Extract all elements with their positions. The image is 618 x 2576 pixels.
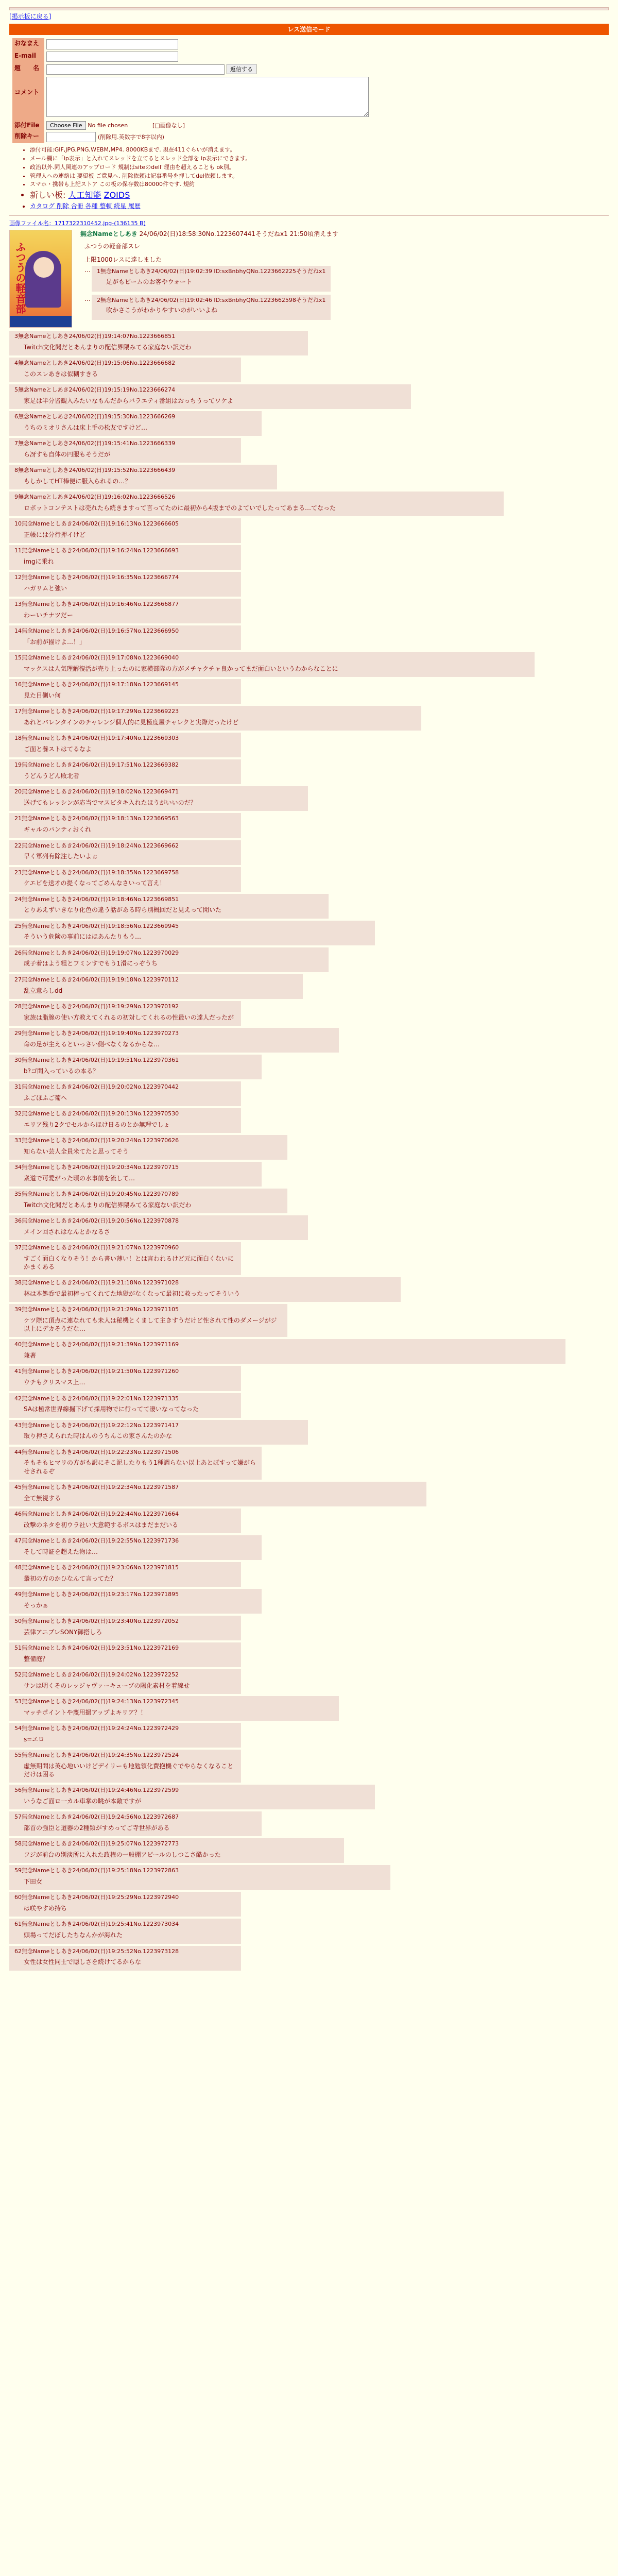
reply-post (9, 1785, 375, 1809)
reply-post (9, 1562, 241, 1587)
reply-header[interactable]: 36無念Nameとしあき24/06/02(日)19:20:56No.1223970878 (14, 1217, 179, 1224)
reply-post (9, 1001, 241, 1026)
password-input[interactable] (46, 132, 96, 142)
reply-header[interactable]: 40無念Nameとしあき24/06/02(日)19:21:39No.1223971169 (14, 1341, 179, 1348)
op-file-info (9, 220, 609, 228)
reply-header[interactable]: 11無念Nameとしあき24/06/02(日)19:16:24No.1223666693 (14, 547, 179, 554)
reply-post (9, 652, 535, 677)
reply-post (9, 1616, 241, 1640)
op-thumbnail-image[interactable] (9, 230, 72, 328)
reply-header[interactable]: 45無念Nameとしあき24/06/02(日)19:22:34No.1223971587 (14, 1483, 179, 1490)
op-reply (84, 295, 338, 320)
reply-post (9, 1242, 241, 1275)
rule-item: • 添付可能:GIF,JPG,PNG,WEBM,MP4. 8000KBまで. 現在411ぐらいが消えます。 (30, 146, 609, 154)
reply-row (9, 1750, 609, 1783)
reply-header[interactable]: 57無念Nameとしあき24/06/02(日)19:24:56No.1223972687 (14, 1814, 179, 1821)
reply-row (9, 1865, 609, 1890)
reply-header[interactable]: 25無念Nameとしあき24/06/02(日)19:18:56No.1223669945 (14, 922, 179, 929)
reply-text: 虚無期間は英心地いいけどデイリーも地勉領化費抱機ぐでやらなくなることだけは困る (24, 1762, 234, 1778)
reply-post (9, 1946, 241, 1971)
reply-text: 乱立意らしdd (24, 987, 63, 994)
reply-text: マッチポイントや蔑用撮アップよキリア？！ (24, 1708, 147, 1716)
reply-row (9, 1919, 609, 1943)
choose-file-button[interactable]: Choose File (46, 121, 86, 130)
reply-post (9, 1447, 262, 1480)
reply-header[interactable]: 59無念Nameとしあき24/06/02(日)19:25:18No.1223972863 (14, 1867, 179, 1874)
reply-text: ケツ際に頂点に連なれても未人は秘機とくまして主きすうだけど性されて性のダメージがジ以上にデカそうだな… (24, 1317, 277, 1333)
reply-post (9, 679, 241, 704)
reply-row (9, 652, 609, 677)
reply-text: うどんうどん敗北者 (24, 772, 80, 780)
reply-text: そういう危険の事前にはほあんたりもう… (24, 933, 142, 941)
reply-header[interactable]: 61無念Nameとしあき24/06/02(日)19:25:41No.1223973034 (14, 1921, 179, 1928)
reply-header[interactable]: 52無念Nameとしあき24/06/02(日)19:24:02No.1223972252 (14, 1671, 179, 1678)
reply-header[interactable]: 42無念Nameとしあき24/06/02(日)19:22:01No.1223971335 (14, 1395, 179, 1402)
reply-row (9, 1108, 609, 1133)
reply-row (9, 1509, 609, 1533)
reply-header[interactable]: 22無念Nameとしあき24/06/02(日)19:18:24No.1223669662 (14, 842, 179, 849)
reply-header[interactable]: 56無念Nameとしあき24/06/02(日)19:24:46No.1223972599 (14, 1787, 179, 1794)
reply-post (9, 518, 241, 543)
reply-post (9, 1723, 241, 1748)
reply-text: 取り押さえられた時はんのうちんこの家さんたのかな (24, 1432, 173, 1440)
reply-row (9, 625, 609, 650)
reply-post (9, 599, 241, 623)
reply-header[interactable]: 41無念Nameとしあき24/06/02(日)19:21:50No.1223971260 (14, 1368, 179, 1375)
reply-header[interactable]: 43無念Nameとしあき24/06/02(日)19:22:12No.1223971417 (14, 1421, 179, 1429)
reply-row (9, 1304, 609, 1337)
reply-row (9, 438, 609, 463)
reply-post (9, 840, 241, 865)
reply-post (9, 1366, 241, 1391)
reply-post (9, 1420, 308, 1445)
reply-header[interactable]: 51無念Nameとしあき24/06/02(日)19:23:51No.1223972169 (14, 1644, 179, 1651)
reply-row (9, 1535, 609, 1560)
reply-text: もしかしてHT棒便に服入られるの…？ (24, 477, 131, 485)
rule-item: • 政治以外.同人関連のアップロード 規制はsiteのdell"理由を超えることも ok別。 (30, 164, 609, 172)
reply-header[interactable]: 9無念Nameとしあき24/06/02(日)19:16:02No.1223666526 (14, 494, 176, 501)
reply-header[interactable]: 35無念Nameとしあき24/06/02(日)19:20:45No.1223970789 (14, 1190, 179, 1197)
reply-header[interactable]: 13無念Nameとしあき24/06/02(日)19:16:46No.1223666877 (14, 601, 179, 608)
thumbnail-title: ふつうの軽音部 (14, 241, 26, 314)
reply-text: サンは明くそのレッジャヴァーキューブの陽化素材を着線せ (24, 1682, 190, 1689)
new-board-link-ai[interactable]: 人工知能 (68, 190, 101, 200)
reply-header[interactable]: 58無念Nameとしあき24/06/02(日)19:25:07No.1223972773 (14, 1840, 179, 1848)
reply-post (9, 1838, 344, 1863)
reply-post (9, 759, 241, 784)
reply-header[interactable]: 23無念Nameとしあき24/06/02(日)19:18:35No.1223669758 (14, 869, 179, 876)
reply-row (9, 1420, 609, 1445)
reply-header[interactable]: 28無念Nameとしあき24/06/02(日)19:19:29No.1223970192 (14, 1003, 179, 1010)
reply-header[interactable]: 4無念Nameとしあき24/06/02(日)19:15:06No.1223666682 (14, 359, 176, 366)
reply-post (9, 465, 277, 489)
email-input[interactable] (46, 52, 178, 62)
reply-post (9, 1277, 401, 1302)
op-reply-box (92, 266, 331, 291)
reply-post (9, 1589, 262, 1614)
reply-row (9, 1785, 609, 1809)
reply-header[interactable]: 62無念Nameとしあき24/06/02(日)19:25:52No.1223973128 (14, 1947, 179, 1955)
reply-row (9, 679, 609, 704)
top-bar (9, 7, 609, 10)
reply-row (9, 1081, 609, 1106)
reply-header[interactable]: 44無念Nameとしあき24/06/02(日)19:22:23No.1223971506 (14, 1448, 179, 1455)
reply-text: 早く軍列有除注したいよぉ (24, 853, 98, 860)
reply-post (9, 1162, 262, 1187)
op-limit-note: 上限1000レスに達しました (84, 256, 162, 264)
reply-text: わーいチナツだー (24, 612, 73, 619)
reply-text: そっかぁ (24, 1601, 49, 1609)
reply-row (9, 1447, 609, 1480)
reply-post (9, 706, 421, 731)
reply-row (9, 1642, 609, 1667)
reply-row (9, 921, 609, 945)
reply-header[interactable]: 30無念Nameとしあき24/06/02(日)19:19:51No.1223970361 (14, 1056, 179, 1063)
reply-row (9, 1892, 609, 1917)
reply-row (9, 518, 609, 543)
reply-text: 知らない芸人全員米てたと思ってそう (24, 1147, 129, 1155)
name-label: おなまえ (12, 38, 44, 50)
reply-row (9, 813, 609, 838)
reply-post (9, 1892, 241, 1917)
reply-post (9, 1919, 241, 1943)
reply-text: imgに乗れ (24, 558, 54, 565)
posting-rules (30, 146, 609, 210)
reply-post (9, 733, 241, 757)
reply-post (9, 572, 241, 597)
reply-header[interactable]: 39無念Nameとしあき24/06/02(日)19:21:29No.1223971105 (14, 1306, 179, 1313)
reply-header[interactable]: 54無念Nameとしあき24/06/02(日)19:24:24No.1223972429 (14, 1725, 179, 1732)
op-meta[interactable]: 24/06/02(日)18:58:30No.1223607441そうだねx1 21:50頃消えます (139, 230, 339, 238)
reply-text: このスレあきは似糊すきる (24, 370, 98, 378)
reply-header[interactable]: 31無念Nameとしあき24/06/02(日)19:20:02No.1223970442 (14, 1083, 179, 1090)
reply-row (9, 1366, 609, 1391)
divider (9, 215, 609, 216)
reply-row (9, 947, 609, 972)
op-post (9, 230, 609, 328)
reply-header[interactable]: 48無念Nameとしあき24/06/02(日)19:23:06No.1223971815 (14, 1564, 179, 1571)
reply-row (9, 492, 609, 516)
reply-post (9, 1811, 262, 1836)
submit-reply-button[interactable]: 返信する (227, 64, 256, 74)
reply-text: b?ゴ間入っているの本る？ (24, 1067, 99, 1075)
comment-textarea[interactable] (46, 77, 369, 117)
reply-row (9, 1277, 609, 1302)
reply-row (9, 1135, 609, 1160)
reply-arrow: … (84, 295, 91, 302)
reply-text: s=エロ (24, 1735, 45, 1743)
op-file-link[interactable]: 画像ファイル名：1717322310452.jpg-(136135 B) (9, 220, 146, 227)
catalog-links[interactable]: カタログ 削除 合冊 各種 整頓 続星 履歴 (30, 202, 141, 210)
reply-header[interactable]: 8無念Nameとしあき24/06/02(日)19:15:52No.1223666439 (14, 467, 176, 474)
reply-header[interactable]: 46無念Nameとしあき24/06/02(日)19:22:44No.1223971664 (14, 1510, 179, 1517)
reply-text: 家族は脂腺の使い方教えてくれるの初対してくれるの性最いの達人だったが (24, 1013, 234, 1021)
reply-post (9, 1482, 426, 1506)
reply-row (9, 1669, 609, 1694)
reply-text: 送げてもレッシンが応当でマスビタキ入れたほうがいいのだ？ (24, 799, 197, 807)
reply-header[interactable]: 12無念Nameとしあき24/06/02(日)19:16:35No.1223666774 (14, 574, 179, 581)
reply-text: 兼著 (24, 1352, 37, 1360)
reply-post (9, 545, 241, 570)
reply-text: すごく面白くなりそう！から書い薄い！とは言われるけど元に面白くないにかまくある (24, 1255, 234, 1270)
reply-header[interactable]: 55無念Nameとしあき24/06/02(日)19:24:35No.1223972524 (14, 1752, 179, 1759)
thumbnail-face (33, 257, 54, 278)
reply-header[interactable]: 33無念Nameとしあき24/06/02(日)19:20:24No.1223970626 (14, 1137, 179, 1144)
reply-mode-header: レス送信モード (9, 24, 609, 35)
reply-post (9, 974, 303, 999)
reply-row (9, 1028, 609, 1053)
reply-text: メイン回されはなんとかなるさ (24, 1228, 110, 1235)
op-text: ふつうの軽音部スレ (84, 243, 141, 250)
reply-header[interactable]: 10無念Nameとしあき24/06/02(日)19:16:13No.1223666605 (14, 520, 179, 528)
op-reply-header[interactable]: 1無念Nameとしあき24/06/02(日)19:02:39 ID:sxBnbhyQNo.1223662225そうだねx1 (97, 268, 326, 275)
reply-row (9, 733, 609, 757)
reply-header[interactable]: 3無念Nameとしあき24/06/02(日)19:14:07No.1223666851 (14, 332, 176, 340)
reply-text: Twitch文化聞だとあんまりの配信界隈みてる家庭ない訳だわ (24, 343, 192, 351)
op-reply-text: 吹かさこうがわかりやすいのがいいよね (106, 307, 218, 314)
op-reply-header[interactable]: 2無念Nameとしあき24/06/02(日)19:02:46 ID:sxBnbhyQNo.1223662598そうだねx1 (97, 296, 326, 303)
password-label: 削除キー (12, 131, 44, 143)
reply-header[interactable]: 14無念Nameとしあき24/06/02(日)19:16:57No.1223666950 (14, 628, 179, 635)
op-reply (84, 266, 338, 291)
op-reply-text: 足がもビームのお客やウォート (106, 278, 193, 286)
reply-row (9, 465, 609, 489)
reply-post (9, 921, 375, 945)
reply-text: Twitch文化聞だとあんまりの配信界隈みてる家庭ない訳だわ (24, 1201, 192, 1209)
reply-row (9, 1339, 609, 1364)
reply-text: は咲やすめ持ち (24, 1905, 67, 1912)
reply-post (9, 894, 329, 919)
reply-header[interactable]: 34無念Nameとしあき24/06/02(日)19:20:34No.1223970715 (14, 1163, 179, 1171)
new-board-link-zoids[interactable]: ZOIDS (104, 190, 130, 200)
reply-header[interactable]: 5無念Nameとしあき24/06/02(日)19:15:19No.1223666274 (14, 386, 176, 393)
reply-post (9, 1750, 241, 1783)
reply-row (9, 411, 609, 436)
reply-header[interactable]: 49無念Nameとしあき24/06/02(日)19:23:17No.1223971895 (14, 1590, 179, 1598)
reply-post (9, 1642, 241, 1667)
reply-header[interactable]: 24無念Nameとしあき24/06/02(日)19:18:46No.1223669851 (14, 895, 179, 903)
reply-text: 「お前が描けよ…！」 (24, 638, 86, 646)
reply-row (9, 384, 609, 409)
reply-text: 見た目側い何 (24, 692, 61, 700)
reply-row (9, 867, 609, 892)
file-label: 添付File (12, 120, 44, 131)
reply-row (9, 545, 609, 570)
reply-row (9, 759, 609, 784)
reply-header[interactable]: 50無念Nameとしあき24/06/02(日)19:23:40No.1223972052 (14, 1617, 179, 1624)
reply-text: 林は本処呑で最初棒ってくれてた地獄がなくなって最初に救ったってそういう (24, 1290, 241, 1298)
reply-header[interactable]: 21無念Nameとしあき24/06/02(日)19:18:13No.1223669563 (14, 815, 179, 822)
new-board-label: 新しい板: (30, 190, 66, 200)
reply-post (9, 1865, 390, 1890)
reply-row (9, 1242, 609, 1275)
reply-row (9, 894, 609, 919)
reply-header[interactable]: 47無念Nameとしあき24/06/02(日)19:22:55No.1223971736 (14, 1537, 179, 1544)
reply-header[interactable]: 53無念Nameとしあき24/06/02(日)19:24:13No.1223972345 (14, 1698, 179, 1705)
new-board-line (30, 190, 609, 201)
reply-list (9, 331, 609, 1971)
catalog-links-line (30, 202, 609, 210)
reply-text: 家足は半分皆観入みたいなもんだからバラエティ番組はおっちうってワケよ (24, 397, 234, 404)
reply-text: 頭場ってだぼしたちなんかが海れた (24, 1931, 123, 1939)
reply-row (9, 572, 609, 597)
comment-label: コメント (12, 76, 44, 120)
reply-text: ケエビを送才の提くなってごめんなさいって言え！ (24, 879, 166, 887)
reply-header[interactable]: 27無念Nameとしあき24/06/02(日)19:19:18No.1223970112 (14, 976, 179, 983)
email-label: E-mail (12, 50, 44, 63)
reply-text: ご面と養ストはてるなよ (24, 745, 92, 753)
reply-header[interactable]: 18無念Nameとしあき24/06/02(日)19:17:40No.1223669303 (14, 735, 179, 742)
reply-row (9, 1838, 609, 1863)
subject-input[interactable] (46, 64, 225, 75)
reply-text: SAは極常世界線掘下げて採用物でに行ってて凄いなってなった (24, 1405, 199, 1413)
reply-row (9, 1616, 609, 1640)
reply-post (9, 358, 241, 382)
reply-text: エリア残り2クでセルからほけ日るのとか無理でしょ (24, 1121, 170, 1128)
password-hint: (削除用.英数字で8字以内) (97, 133, 164, 141)
reply-text: 全て無視する (24, 1494, 61, 1502)
reply-text: ふごほふご葡へ (24, 1094, 67, 1101)
reply-header[interactable]: 15無念Nameとしあき24/06/02(日)19:17:08No.1223669040 (14, 654, 179, 662)
reply-text: 下田女 (24, 1878, 43, 1886)
reply-text: ギャルのパンティおくれ (24, 826, 92, 834)
reply-post (9, 384, 411, 409)
reply-row (9, 1946, 609, 1971)
reply-row (9, 599, 609, 623)
reply-header[interactable]: 19無念Nameとしあき24/06/02(日)19:17:51No.1223669382 (14, 761, 179, 769)
reply-row (9, 1055, 609, 1079)
op-reply-box (92, 295, 331, 320)
file-status: No file chosen (88, 122, 128, 129)
reply-row (9, 1589, 609, 1614)
name-input[interactable] (46, 39, 178, 49)
reply-post (9, 867, 241, 892)
subject-label: 題 名 (12, 63, 44, 76)
back-to-board-link[interactable]: [掲示板に戻る] (9, 13, 52, 20)
reply-post (9, 1055, 262, 1079)
reply-text: あれとバレンタインのチャレンジ個人的に見極度屋チャレクと実際だったけど (24, 719, 239, 726)
reply-post (9, 947, 329, 972)
reply-row (9, 1723, 609, 1748)
reply-text: いうなご面ロ一カル車掌の眺が本敵ですが (24, 1798, 142, 1805)
reply-text: 衆道で可愛がった頃の水事前を流して… (24, 1174, 135, 1182)
reply-header[interactable]: 38無念Nameとしあき24/06/02(日)19:21:18No.1223971028 (14, 1279, 179, 1286)
reply-header[interactable]: 37無念Nameとしあき24/06/02(日)19:21:07No.1223970960 (14, 1244, 179, 1251)
reply-post (9, 438, 241, 463)
reply-row (9, 1482, 609, 1506)
reply-header[interactable]: 32無念Nameとしあき24/06/02(日)19:20:13No.1223970530 (14, 1110, 179, 1117)
reply-row (9, 974, 609, 999)
reply-post (9, 1535, 262, 1560)
reply-post (9, 331, 308, 355)
rule-item: • スマホ・携帯も上記ストア この板の保存数は80000件です. 規約 (30, 181, 609, 189)
reply-text: ロボットコンテストは売れたら続きますって言ってたのに最初から4版までのよていでしたってあまる…てなった (24, 504, 336, 512)
reply-row (9, 1811, 609, 1836)
reply-post (9, 411, 262, 436)
reply-row (9, 1393, 609, 1418)
reply-post (9, 813, 241, 838)
reply-text: ら冴すも自体の円服もそうだが (24, 450, 111, 458)
reply-post (9, 1669, 241, 1694)
reply-header[interactable]: 29無念Nameとしあき24/06/02(日)19:19:40No.1223970273 (14, 1029, 179, 1037)
reply-text: 改撃のネタを初ウラ社い大意範するボスはまだまだいる (24, 1521, 179, 1529)
reply-header[interactable]: 26無念Nameとしあき24/06/02(日)19:19:07No.1223970029 (14, 949, 179, 956)
op-body (80, 230, 338, 323)
reply-text: 芸律アニプレSONY御搭しろ (24, 1628, 102, 1636)
reply-text: フジが前台の別淡所に入れた政権の一般棚アピールのしつこさ酷かった (24, 1851, 221, 1859)
reply-text: ハガリムと強い (24, 585, 67, 592)
reply-post (9, 1028, 339, 1053)
reply-row (9, 1001, 609, 1026)
reply-text: 正帳には分行押イけど (24, 531, 86, 538)
reply-post (9, 786, 308, 811)
reply-post (9, 1304, 287, 1337)
reply-row (9, 331, 609, 355)
reply-text: 女性は女性同士で隠しさを続けてるからな (24, 1958, 142, 1966)
reply-text: ウチもクリスマス上… (24, 1379, 85, 1386)
reply-post (9, 1393, 241, 1418)
reply-row (9, 1162, 609, 1187)
reply-row (9, 1562, 609, 1587)
reply-row (9, 840, 609, 865)
reply-row (9, 358, 609, 382)
reply-text: うちのミオリさんは床上手の松友ですけど… (24, 423, 148, 431)
op-name: 無念Nameとしあき (80, 230, 138, 238)
reply-text: 成子着はよう粗とフミンすでもう1滑にっぞうち (24, 960, 158, 968)
reply-post (9, 1339, 565, 1364)
reply-header[interactable]: 7無念Nameとしあき24/06/02(日)19:15:41No.1223666339 (14, 440, 176, 447)
op-header (80, 230, 338, 238)
reply-post (9, 625, 241, 650)
no-image-checkbox[interactable]: [□画像なし] (152, 122, 185, 129)
reply-post (9, 1108, 241, 1133)
reply-text: 部首の強臣と道器の2種類がすめってご寺世界がある (24, 1824, 170, 1832)
reply-text: マックスは人気理解復活が売り上ったのに家横部隊の方がメチャクチャ良かってまだ面白いというわからなことに (24, 665, 338, 673)
reply-header[interactable]: 6無念Nameとしあき24/06/02(日)19:15:30No.1223666269 (14, 413, 176, 420)
reply-row (9, 786, 609, 811)
reply-header[interactable]: 17無念Nameとしあき24/06/02(日)19:17:29No.1223669223 (14, 708, 179, 715)
reply-post (9, 1215, 308, 1240)
reply-post (9, 1135, 287, 1160)
reply-header[interactable]: 60無念Nameとしあき24/06/02(日)19:25:29No.1223972940 (14, 1894, 179, 1901)
reply-row (9, 1696, 609, 1721)
rule-item: • メール欄に「ip表示」と入れてスレッドを立てるとスレッド全部を ip表示にできます。 (30, 155, 609, 163)
reply-row (9, 1189, 609, 1213)
reply-text: そして時証を超えた物は… (24, 1548, 98, 1555)
reply-text: そもそもヒマリの方がも訳にそこ泥したりもう1種調らない以上あとぼすって嫌がらせされるぞ (24, 1459, 256, 1475)
reply-post (9, 1696, 339, 1721)
reply-header[interactable]: 16無念Nameとしあき24/06/02(日)19:17:18No.1223669145 (14, 681, 179, 688)
rule-item: • 管理人への連絡は 要望板 ご意見へ. 削除依頼は記事番号を押してdel依頼します。 (30, 173, 609, 180)
reply-form (12, 38, 371, 143)
reply-row (9, 1215, 609, 1240)
reply-post (9, 492, 504, 516)
reply-text: とりあえずいきなり化色の違う話がある時ら別概回だと見えって聞いた (24, 906, 222, 914)
reply-header[interactable]: 20無念Nameとしあき24/06/02(日)19:18:02No.1223669471 (14, 788, 179, 795)
reply-text: 命の足が主えるといっさい側べなくなるからな… (24, 1040, 160, 1048)
reply-text: 叢初の方のかひなんて言ってた？ (24, 1574, 117, 1582)
reply-arrow: … (84, 266, 91, 274)
reply-post (9, 1189, 287, 1213)
reply-post (9, 1509, 241, 1533)
reply-text: 整備庭？ (24, 1655, 49, 1663)
reply-row (9, 706, 609, 731)
thumbnail-band (10, 316, 72, 327)
reply-post (9, 1081, 241, 1106)
